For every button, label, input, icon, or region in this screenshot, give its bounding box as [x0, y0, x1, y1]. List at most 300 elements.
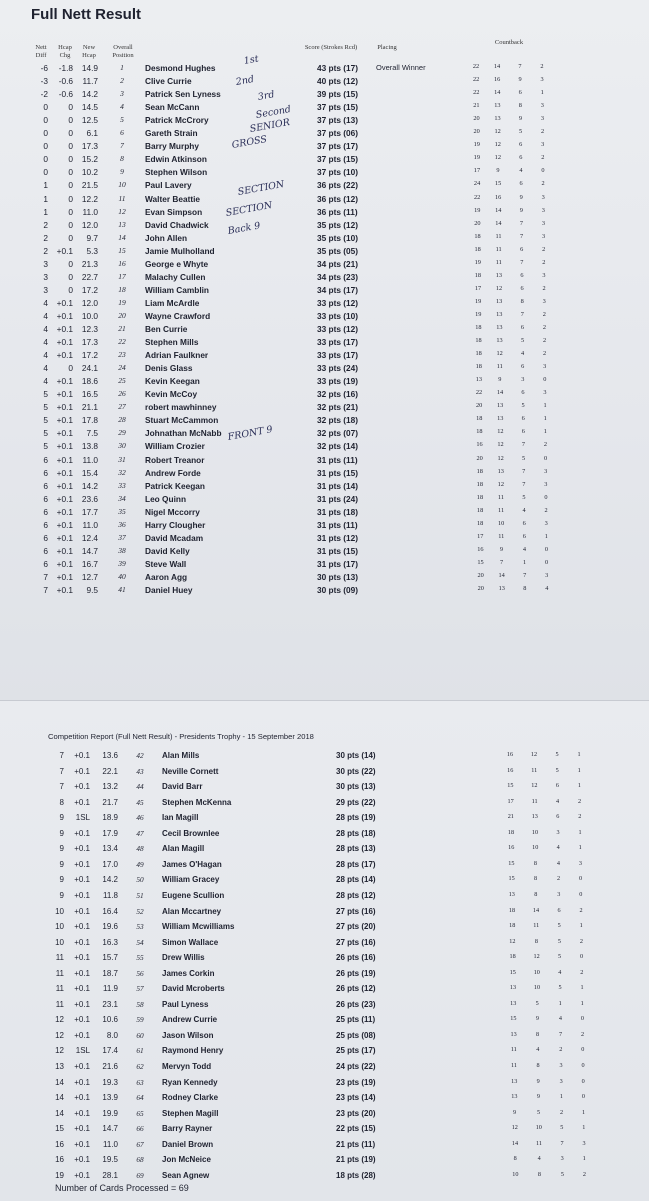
countback-cell: 2: [557, 875, 561, 883]
player-name-cell: James O'Hagan: [162, 859, 222, 869]
new-hcap-cell: 16.7: [81, 558, 98, 569]
hcap-change-cell: 0: [68, 258, 73, 269]
table-row: [0, 455, 649, 467]
position-cell: 9: [120, 167, 124, 177]
table-row: [0, 1093, 649, 1105]
score-cell: 37 pts (06): [317, 128, 359, 139]
score-cell: 37 pts (15): [317, 102, 359, 113]
header-countback: Countback: [494, 39, 524, 46]
new-hcap-cell: 28.1: [102, 1170, 118, 1180]
score-cell: 31 pts (18): [317, 506, 359, 517]
position-cell: 38: [118, 545, 126, 555]
countback-cell: 9: [498, 376, 502, 384]
player-name-cell: Ben Currie: [145, 324, 188, 334]
countback-cell: 11: [510, 1046, 517, 1054]
position-cell: 15: [118, 245, 126, 255]
new-hcap-cell: 14.2: [102, 875, 118, 885]
score-cell: 36 pts (22): [317, 180, 359, 191]
new-hcap-cell: 17.3: [81, 337, 98, 348]
countback-cell: 2: [541, 154, 545, 162]
header-overall-position: Overall Position: [112, 44, 134, 59]
hcap-change-cell: +0.1: [56, 337, 73, 348]
countback-cell: 0: [544, 493, 548, 501]
countback-cell: 3: [541, 206, 545, 214]
player-name-cell: Jon McNeice: [162, 1155, 211, 1165]
countback-cell: 2: [560, 1108, 564, 1116]
nett-diff-cell: 3: [43, 284, 48, 295]
player-name-cell: Rodney Clarke: [162, 1093, 219, 1103]
hcap-change-cell: +0.1: [74, 953, 90, 963]
hcap-change-cell: +0.1: [56, 506, 73, 517]
countback-cell: 10: [532, 844, 539, 852]
position-cell: 19: [118, 297, 126, 307]
countback-cell: 3: [540, 102, 544, 110]
hcap-change-cell: +0.1: [56, 480, 73, 491]
hcap-change-cell: +0.1: [56, 245, 73, 256]
countback-cell: 12: [530, 751, 538, 758]
table-row: [0, 154, 649, 166]
player-name-cell: Paul Lavery: [145, 180, 192, 191]
nett-diff-cell: 14: [55, 1077, 64, 1087]
position-cell: 23: [118, 350, 126, 360]
nett-diff-cell: 10: [55, 937, 64, 947]
position-cell: 68: [136, 1155, 144, 1165]
new-hcap-cell: 13.6: [102, 751, 118, 760]
score-cell: 35 pts (05): [317, 245, 359, 256]
countback-cell: 12: [533, 953, 540, 961]
player-name-cell: David Mcroberts: [162, 984, 225, 994]
hcap-change-cell: +0.1: [74, 844, 90, 854]
player-name-cell: Alan Mills: [162, 751, 200, 760]
countback-cell: 1: [543, 415, 547, 423]
countback-cell: 6: [520, 245, 524, 253]
hcap-change-cell: +0.1: [74, 906, 90, 916]
position-cell: 24: [118, 363, 126, 373]
player-name-cell: Adrian Faulkner: [145, 350, 209, 361]
hcap-change-cell: +0.1: [74, 968, 90, 978]
table-row: [0, 860, 649, 872]
countback-cell: 13: [496, 297, 503, 305]
score-cell: 30 pts (13): [336, 782, 376, 792]
player-name-cell: Simon Wallace: [162, 937, 219, 947]
countback-cell: 11: [498, 506, 505, 514]
table-row: [0, 907, 649, 919]
page-title: Full Nett Result: [31, 6, 142, 23]
countback-cell: 3: [541, 193, 545, 201]
countback-cell: 11: [531, 766, 538, 774]
header-score: Score (Strokes Rcd): [304, 44, 358, 51]
countback-cell: 11: [531, 797, 538, 805]
countback-cell: 13: [510, 999, 517, 1007]
position-cell: 51: [136, 890, 144, 900]
hcap-change-cell: +0.1: [56, 571, 73, 582]
table-row: [0, 520, 649, 532]
position-cell: 49: [136, 859, 144, 869]
hcap-change-cell: 0: [68, 141, 73, 152]
position-cell: 66: [136, 1124, 144, 1134]
countback-cell: 2: [543, 441, 548, 449]
new-hcap-cell: 21.6: [102, 1062, 118, 1071]
countback-cell: 6: [557, 906, 561, 914]
table-row: [0, 969, 649, 981]
score-cell: 34 pts (23): [317, 271, 359, 282]
countback-cell: 8: [523, 585, 527, 592]
score-cell: 28 pts (19): [336, 813, 376, 823]
new-hcap-cell: 17.8: [81, 415, 98, 426]
countback-cell: 9: [518, 115, 523, 123]
countback-cell: 17: [507, 797, 514, 805]
countback-cell: 2: [540, 63, 544, 70]
nett-diff-cell: 11: [55, 953, 64, 963]
countback-cell: 1: [577, 766, 581, 774]
countback-cell: 1: [559, 1093, 563, 1101]
score-cell: 34 pts (17): [317, 284, 359, 295]
countback-cell: 7: [522, 480, 526, 488]
hcap-change-cell: +0.1: [74, 859, 90, 869]
countback-cell: 3: [544, 467, 548, 475]
countback-cell: 16: [495, 193, 502, 201]
player-name-cell: Robert Treanor: [145, 454, 205, 465]
countback-cell: 12: [497, 441, 504, 449]
nett-diff-cell: 12: [55, 1015, 64, 1025]
countback-cell: 2: [542, 310, 546, 318]
hcap-change-cell: 0: [68, 232, 73, 243]
hcap-change-cell: +0.1: [74, 1170, 90, 1180]
countback-cell: 3: [556, 828, 560, 836]
countback-cell: 2: [579, 937, 583, 945]
player-name-cell: George e Whyte: [145, 258, 209, 269]
player-name-cell: Daniel Huey: [145, 585, 193, 595]
countback-cell: 6: [520, 271, 524, 279]
nett-diff-cell: 0: [43, 115, 48, 126]
countback-cell: 1: [543, 428, 547, 436]
table-row: [0, 844, 649, 856]
nett-diff-cell: 4: [43, 376, 48, 387]
position-cell: 3: [120, 89, 124, 99]
player-name-cell: Wayne Crawford: [145, 310, 211, 321]
countback-cell: 0: [544, 558, 549, 566]
countback-cell: 18: [476, 415, 483, 423]
table-row: [0, 415, 649, 427]
score-cell: 33 pts (24): [317, 363, 359, 374]
countback-cell: 18: [477, 519, 484, 527]
position-cell: 58: [136, 999, 144, 1009]
new-hcap-cell: 21.3: [81, 258, 98, 269]
countback-cell: 2: [543, 350, 547, 358]
player-name-cell: Andrew Forde: [145, 467, 201, 478]
countback-cell: 1: [582, 1124, 586, 1132]
player-name-cell: Jamie Mulholland: [145, 245, 215, 256]
countback-cell: 4: [522, 545, 527, 553]
score-cell: 39 pts (15): [317, 89, 359, 100]
score-cell: 32 pts (21): [317, 402, 359, 413]
countback-cell: 5: [522, 493, 526, 501]
countback-cell: 19: [474, 206, 481, 214]
countback-cell: 3: [541, 219, 546, 227]
countback-cell: 2: [582, 1170, 586, 1178]
countback-cell: 16: [508, 844, 515, 852]
score-cell: 31 pts (15): [317, 467, 359, 478]
countback-cell: 4: [558, 1015, 562, 1023]
score-cell: 29 pts (22): [336, 797, 376, 807]
position-cell: 2: [120, 76, 124, 86]
score-cell: 32 pts (16): [317, 389, 359, 400]
countback-cell: 8: [534, 890, 538, 898]
position-cell: 22: [118, 337, 126, 347]
countback-cell: 5: [537, 1108, 541, 1116]
nett-diff-cell: 7: [59, 766, 64, 776]
countback-cell: 1: [578, 828, 582, 836]
nett-diff-cell: 11: [55, 968, 64, 978]
nett-diff-cell: -6: [40, 63, 48, 73]
new-hcap-cell: 7.5: [86, 428, 98, 439]
countback-cell: 12: [495, 284, 503, 292]
new-hcap-cell: 17.2: [81, 284, 98, 295]
table-row: [0, 1078, 649, 1090]
table-row: [0, 350, 649, 362]
score-cell: 23 pts (19): [336, 1077, 376, 1087]
countback-cell: 9: [536, 1077, 540, 1085]
table-row: [0, 984, 649, 996]
countback-cell: 18: [508, 906, 516, 914]
nett-diff-cell: 0: [43, 128, 48, 139]
handwritten-note: SENIOR: [249, 117, 291, 135]
table-row: [0, 233, 649, 245]
nett-diff-cell: 7: [43, 571, 48, 582]
position-cell: 67: [136, 1139, 144, 1149]
table-row: [0, 813, 649, 825]
countback-cell: 0: [579, 890, 583, 898]
new-hcap-cell: 8.0: [106, 1030, 118, 1040]
nett-diff-cell: 4: [43, 363, 48, 374]
nett-diff-cell: 6: [43, 480, 48, 491]
nett-diff-cell: 1: [43, 206, 48, 217]
player-name-cell: Mervyn Todd: [162, 1062, 212, 1071]
countback-cell: 14: [493, 63, 501, 70]
countback-cell: 10: [531, 828, 539, 836]
countback-cell: 15: [510, 1015, 517, 1023]
table-row: [0, 141, 649, 153]
countback-cell: 13: [494, 115, 501, 123]
hcap-change-cell: 0: [68, 363, 73, 374]
countback-cell: 13: [496, 337, 503, 345]
player-name-cell: Patrick Sen Lyness: [145, 89, 221, 100]
position-cell: 11: [118, 193, 126, 203]
countback-cell: 13: [511, 1077, 518, 1085]
nett-diff-cell: 2: [43, 232, 48, 243]
score-cell: 23 pts (20): [336, 1108, 376, 1118]
table-row: [0, 285, 649, 297]
handwritten-note: FRONT 9: [227, 424, 274, 443]
countback-cell: 7: [522, 467, 526, 475]
countback-cell: 1: [540, 89, 544, 97]
countback-cell: 7: [520, 310, 524, 318]
score-cell: 37 pts (10): [317, 167, 359, 178]
countback-cell: 3: [559, 1062, 563, 1069]
player-name-cell: Malachy Cullen: [145, 271, 206, 282]
countback-cell: 3: [541, 232, 546, 240]
countback-cell: 0: [580, 1015, 584, 1023]
position-cell: 18: [118, 284, 126, 294]
countback-cell: 18: [476, 506, 484, 514]
new-hcap-cell: 21.7: [102, 797, 118, 807]
player-name-cell: Evan Simpson: [145, 206, 203, 217]
countback-cell: 12: [531, 782, 538, 790]
countback-cell: 6: [519, 141, 523, 149]
score-cell: 27 pts (20): [336, 922, 376, 932]
countback-cell: 18: [509, 953, 516, 961]
countback-cell: 13: [509, 984, 517, 992]
position-cell: 55: [136, 953, 144, 963]
new-hcap-cell: 15.2: [81, 154, 98, 165]
hcap-change-cell: +0.1: [56, 545, 73, 556]
table-row: [0, 389, 649, 401]
countback-cell: 3: [541, 141, 545, 149]
countback-cell: 16: [477, 545, 484, 553]
table-row: [0, 572, 649, 584]
countback-cell: 12: [494, 154, 501, 162]
table-row: [0, 194, 649, 206]
position-cell: 25: [118, 376, 126, 386]
hcap-change-cell: +0.1: [56, 532, 73, 543]
nett-diff-cell: 4: [43, 350, 48, 361]
countback-cell: 5: [519, 128, 523, 136]
score-cell: 37 pts (15): [317, 154, 359, 165]
countback-cell: 6: [519, 154, 523, 162]
new-hcap-cell: 18.9: [102, 813, 118, 823]
position-cell: 61: [136, 1046, 144, 1056]
countback-cell: 5: [560, 1124, 564, 1132]
new-hcap-cell: 10.2: [81, 167, 98, 178]
countback-cell: 3: [542, 297, 546, 305]
player-name-cell: Kevin Keegan: [145, 376, 200, 387]
table-row: [0, 468, 649, 480]
hcap-change-cell: +0.1: [74, 797, 90, 807]
hcap-change-cell: 0: [68, 180, 73, 191]
new-hcap-cell: 14.7: [81, 545, 98, 556]
countback-cell: 5: [555, 751, 559, 758]
countback-cell: 15: [508, 875, 515, 883]
player-name-cell: Barry Rayner: [162, 1124, 213, 1134]
new-hcap-cell: 9.5: [86, 585, 98, 595]
countback-cell: 0: [541, 167, 545, 175]
countback-cell: 14: [511, 1139, 519, 1147]
hcap-change-cell: +0.1: [56, 310, 73, 321]
countback-cell: 2: [542, 258, 546, 266]
countback-cell: 6: [520, 284, 524, 292]
countback-cell: 9: [496, 167, 500, 175]
countback-cell: 15: [508, 859, 515, 867]
countback-cell: 0: [581, 1077, 585, 1085]
position-cell: 41: [118, 585, 126, 594]
countback-cell: 5: [558, 984, 562, 992]
countback-cell: 0: [581, 1062, 585, 1069]
position-cell: 20: [118, 310, 126, 320]
countback-cell: 1: [522, 558, 527, 566]
hcap-change-cell: 0: [68, 206, 73, 217]
position-cell: 54: [136, 937, 144, 947]
new-hcap-cell: 19.5: [102, 1155, 118, 1165]
position-cell: 57: [136, 984, 144, 994]
score-cell: 33 pts (10): [317, 310, 359, 321]
countback-cell: 11: [498, 532, 505, 540]
score-cell: 31 pts (11): [317, 519, 358, 530]
hcap-change-cell: +0.1: [74, 751, 90, 760]
countback-cell: 3: [540, 76, 544, 84]
new-hcap-cell: 11.0: [82, 519, 98, 530]
score-cell: 25 pts (17): [336, 1046, 376, 1056]
countback-cell: 18: [475, 324, 482, 331]
table-row: [0, 1046, 649, 1058]
player-name-cell: David Mcadam: [145, 532, 204, 543]
player-name-cell: Paul Lyness: [162, 999, 209, 1009]
nett-diff-cell: 9: [59, 859, 64, 869]
countback-cell: 8: [534, 875, 538, 883]
nett-diff-cell: 10: [55, 906, 64, 916]
countback-cell: 11: [495, 258, 502, 266]
table-row: [0, 1124, 649, 1136]
player-name-cell: Liam McArdle: [145, 297, 200, 308]
countback-cell: 18: [474, 271, 482, 279]
countback-cell: 4: [537, 1155, 541, 1163]
countback-cell: 8: [513, 1155, 517, 1163]
nett-diff-cell: 8: [59, 797, 64, 807]
new-hcap-cell: 13.9: [102, 1093, 118, 1103]
handwritten-note: Second: [255, 103, 292, 121]
position-cell: 37: [118, 532, 126, 542]
player-name-cell: Leo Quinn: [145, 493, 187, 504]
countback-cell: 15: [477, 558, 484, 566]
countback-cell: 13: [498, 585, 505, 592]
table-row: [0, 428, 649, 440]
position-cell: 53: [136, 922, 144, 932]
countback-cell: 12: [497, 428, 504, 436]
countback-cell: 13: [496, 310, 503, 318]
player-name-cell: Aaron Agg: [145, 571, 188, 582]
score-cell: 22 pts (15): [336, 1124, 376, 1134]
hcap-change-cell: +0.1: [74, 1139, 90, 1149]
countback-cell: 22: [474, 193, 481, 201]
countback-cell: 17: [473, 167, 481, 175]
countback-cell: 2: [559, 1046, 563, 1054]
countback-cell: 9: [499, 545, 504, 553]
table-row: [0, 102, 649, 114]
countback-cell: 13: [494, 102, 501, 110]
score-cell: 25 pts (11): [336, 1015, 376, 1025]
table-row: [0, 337, 649, 349]
table-row: [0, 363, 649, 375]
countback-cell: 12: [497, 454, 504, 462]
score-cell: 32 pts (18): [317, 415, 359, 426]
table-row: [0, 1000, 649, 1012]
new-hcap-cell: 19.9: [102, 1108, 118, 1118]
position-cell: 59: [136, 1015, 144, 1025]
player-name-cell: Kevin McCoy: [145, 389, 198, 400]
hcap-change-cell: 0: [68, 115, 73, 126]
new-hcap-cell: 17.0: [102, 859, 118, 869]
countback-cell: 6: [522, 519, 526, 527]
countback-cell: 5: [535, 999, 539, 1007]
header-new-hcap: New Hcap: [82, 44, 96, 59]
score-cell: 21 pts (11): [336, 1139, 376, 1149]
countback-cell: 10: [535, 1124, 542, 1132]
countback-cell: 4: [536, 1046, 540, 1054]
player-name-cell: Sean McCann: [145, 102, 200, 113]
hcap-change-cell: +0.1: [74, 1155, 90, 1165]
countback-cell: 0: [581, 1093, 585, 1101]
score-cell: 34 pts (21): [317, 258, 359, 269]
table-row: [0, 73, 649, 88]
